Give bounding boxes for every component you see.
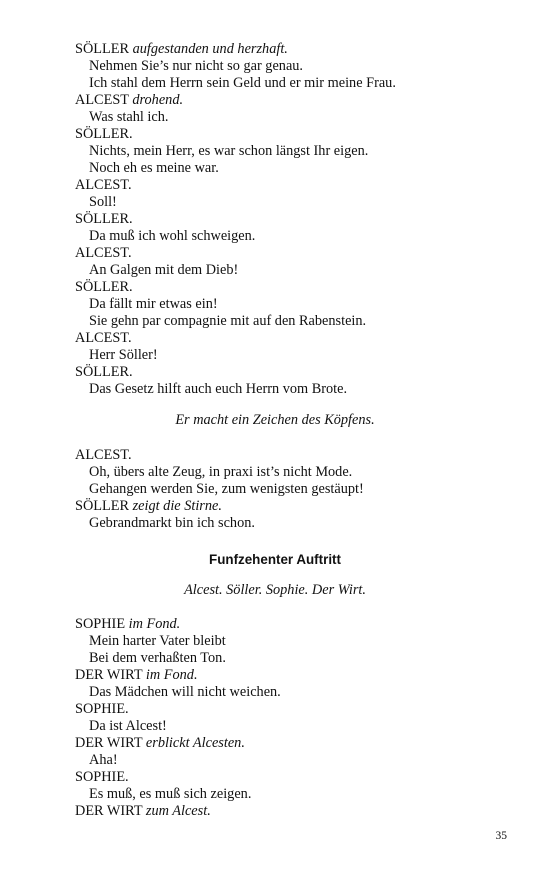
- verse-line: Herr Söller!: [89, 347, 158, 363]
- speaker-line: DER WIRT zum Alcest.: [75, 803, 211, 819]
- speaker-line: SÖLLER.: [75, 364, 133, 380]
- verse-line: Ich stahl dem Herrn sein Geld und er mir meine Frau.: [89, 75, 396, 91]
- speaker-line: SÖLLER aufgestanden und herzhaft.: [75, 41, 288, 57]
- stage-direction: drohend.: [132, 92, 184, 108]
- speaker-line: SOPHIE.: [75, 769, 129, 785]
- verse-line: Es muß, es muß sich zeigen.: [89, 786, 252, 802]
- verse-line: Das Mädchen will nicht weichen.: [89, 684, 281, 700]
- speaker-line: ALCEST.: [75, 245, 132, 261]
- verse-line: Soll!: [89, 194, 117, 210]
- stage-direction: erblickt Alcesten.: [145, 735, 245, 751]
- verse-line: Da muß ich wohl schweigen.: [89, 228, 256, 244]
- verse-line: Sie gehn par compagnie mit auf den Rabenstein.: [89, 313, 367, 329]
- speaker-line: DER WIRT im Fond.: [75, 667, 198, 683]
- verse-line: Mein harter Vater bleibt: [89, 633, 226, 649]
- verse-line: Gehangen werden Sie, zum wenigsten gestäupt!: [89, 481, 364, 497]
- verse-line: Gebrandmarkt bin ich schon.: [89, 515, 255, 531]
- verse-line: Noch eh es meine war.: [89, 160, 219, 176]
- scene-heading: Funfzehenter Auftritt: [209, 552, 341, 567]
- speaker-line: SÖLLER zeigt die Stirne.: [75, 498, 222, 514]
- stage-direction: zum Alcest.: [145, 803, 211, 819]
- stage-direction: im Fond.: [145, 667, 198, 683]
- cast-list: Alcest. Söller. Sophie. Der Wirt.: [184, 582, 366, 598]
- speaker-line: ALCEST.: [75, 447, 132, 463]
- speaker-line: SÖLLER.: [75, 211, 133, 227]
- verse-line: Was stahl ich.: [89, 109, 169, 125]
- page-number: 35: [495, 830, 507, 842]
- verse-line: Bei dem verhaßten Ton.: [89, 650, 226, 666]
- stage-direction: im Fond.: [128, 616, 181, 632]
- stage-direction: aufgestanden und herzhaft.: [132, 41, 288, 57]
- speaker-line: ALCEST.: [75, 330, 132, 346]
- speaker-line: DER WIRT erblickt Alcesten.: [75, 735, 245, 751]
- verse-line: An Galgen mit dem Dieb!: [89, 262, 239, 278]
- verse-line: Das Gesetz hilft auch euch Herrn vom Brote.: [89, 381, 348, 397]
- speaker-line: SOPHIE im Fond.: [75, 616, 181, 632]
- verse-line: Nehmen Sie’s nur nicht so gar genau.: [89, 58, 304, 74]
- verse-line: Aha!: [89, 752, 118, 768]
- verse-line: Da fällt mir etwas ein!: [89, 296, 218, 312]
- speaker-line: SÖLLER.: [75, 126, 133, 142]
- speaker-line: SOPHIE.: [75, 701, 129, 717]
- stage-direction: zeigt die Stirne.: [132, 498, 222, 514]
- speaker-line: ALCEST drohend.: [75, 92, 184, 108]
- verse-line: Nichts, mein Herr, es war schon längst Ihr eigen.: [89, 143, 369, 159]
- speaker-line: ALCEST.: [75, 177, 132, 193]
- verse-line: Da ist Alcest!: [89, 718, 167, 734]
- verse-line: Oh, übers alte Zeug, in praxi ist’s nicht Mode.: [89, 464, 353, 480]
- centered-stage-direction: Er macht ein Zeichen des Köpfens.: [175, 412, 375, 428]
- speaker-line: SÖLLER.: [75, 279, 133, 295]
